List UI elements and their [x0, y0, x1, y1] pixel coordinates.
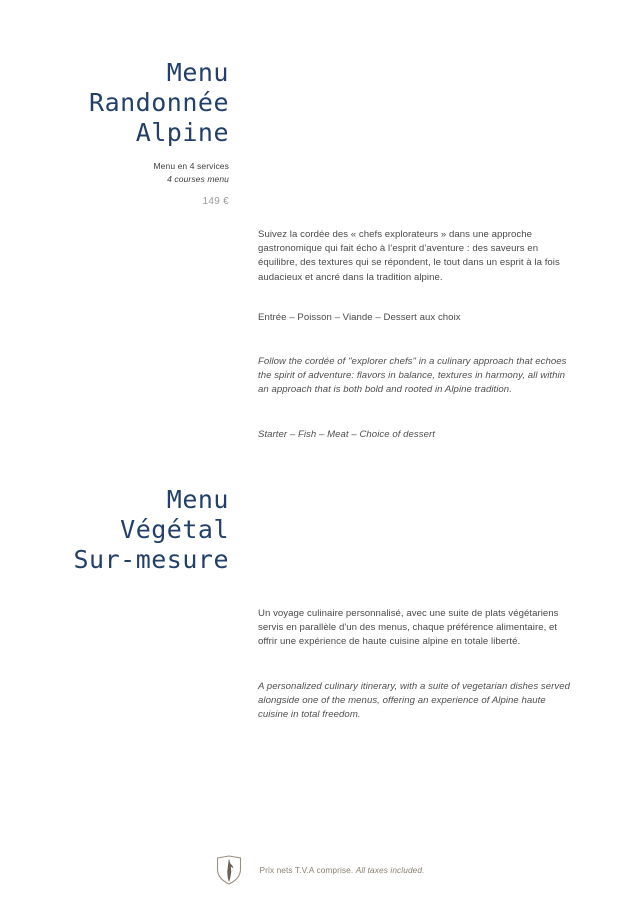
menu-subtitle-en: 4 courses menu — [167, 174, 229, 184]
menu-description-en: A personalized culinary itinerary, with a suite of vegetarian dishes served alongside one of the menus, offering an experience of Alpine haute cuisine in total freedom. — [258, 680, 570, 721]
menu-subtitle-block — [0, 160, 229, 208]
menu-description-fr: Un voyage culinaire personnalisé, avec une suite de plats végétariens servis en parallèle d'un des menus, chaque préférence alimentaire, et offrir une expérience de haute cuisine alpine en totale liberté. — [258, 608, 559, 648]
footer-notice-en: All taxes included. — [355, 865, 425, 875]
menu-description-block — [258, 607, 578, 722]
menu-title-line-3: Sur-mesure — [73, 545, 229, 574]
menu-description-fr: Suivez la cordée des « chefs explorateurs » dans une approche gastronomique qui fait écho à l’esprit d’aventure : des saveurs en équilibre, des textures qui se répondent, le tout dans un esprit à la fois audacieux et ancré dans la tradition alpine. — [258, 229, 560, 283]
shield-crest-icon — [216, 855, 242, 885]
menu-heading-block — [0, 58, 229, 208]
menu-title-line-2: Végétal — [120, 515, 229, 544]
menu-courses-fr: Entrée – Poisson – Viande – Dessert aux choix — [258, 311, 461, 323]
menu-title-line-1: Menu — [166, 58, 229, 87]
menu-title-line-2: Randonnée — [89, 88, 229, 117]
menu-heading-block — [0, 485, 229, 575]
menu-title — [0, 485, 229, 575]
menu-title — [0, 58, 229, 148]
menu-courses-en: Starter – Fish – Meat – Choice of dessert — [258, 428, 435, 440]
menu-title-line-1: Menu — [166, 485, 229, 514]
menu-subtitle-fr: Menu en 4 services — [153, 161, 229, 171]
page-footer — [0, 855, 640, 885]
menu-title-line-3: Alpine — [135, 118, 229, 147]
menu-description-block — [258, 228, 578, 442]
footer-notice — [260, 865, 425, 875]
footer-notice-fr: Prix nets T.V.A comprise. — [259, 865, 354, 875]
menu-description-en: Follow the cordée of "explorer chefs" in a culinary approach that echoes the spirit of adventure: flavors in balance, textures in harmony, all within an approach that is both bold and rooted in Alpine tradition. — [258, 356, 567, 396]
menu-price: 149 € — [202, 196, 229, 207]
